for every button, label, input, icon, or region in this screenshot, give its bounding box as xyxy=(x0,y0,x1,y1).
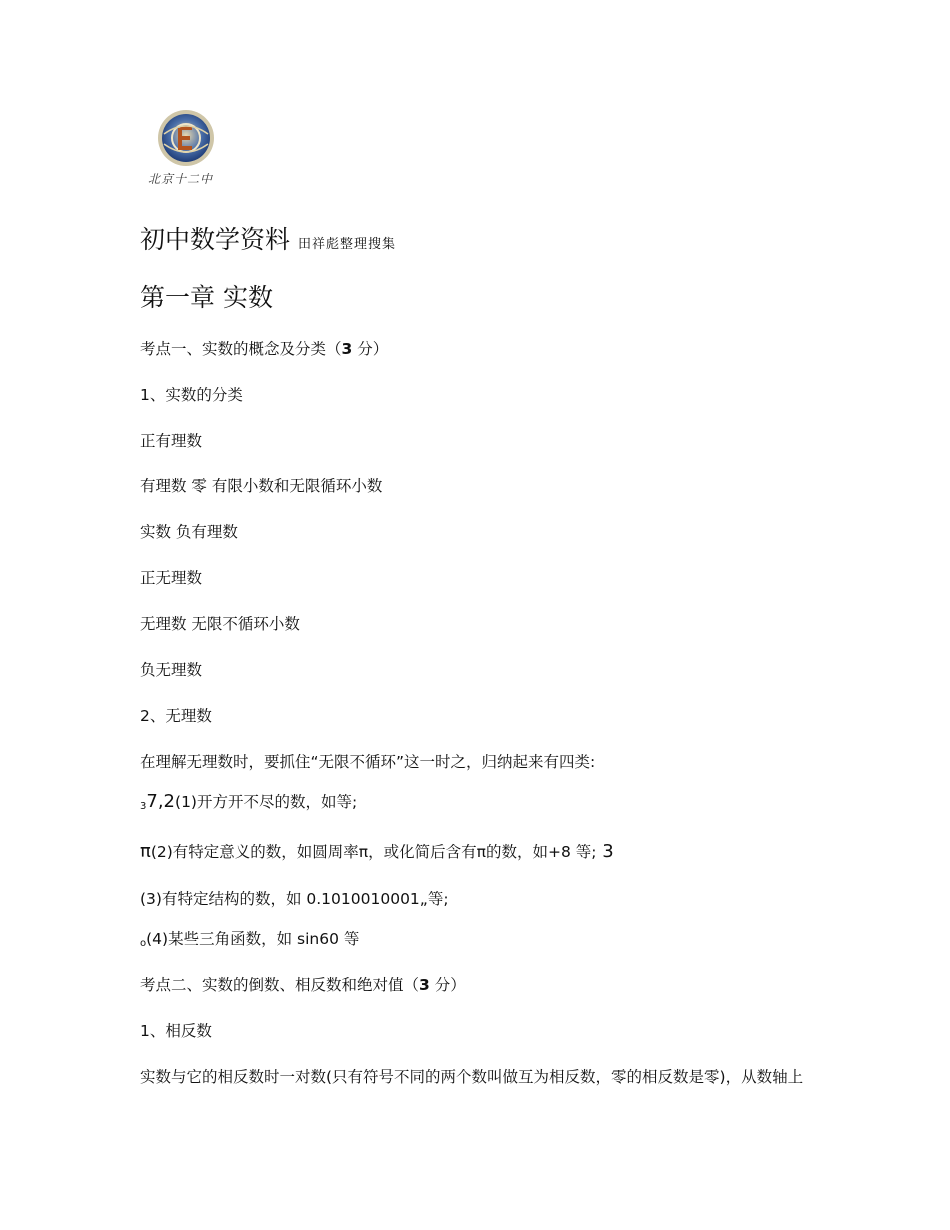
paragraph: 1、实数的分类 xyxy=(140,386,243,404)
paragraph: $_o$(4)某些三角函数，如 sin60 等 xyxy=(140,930,360,949)
paragraph: 在理解无理数时，要抓住“无限不循环”这一时之，归纳起来有四类: xyxy=(140,753,596,771)
paragraph: π(2)有特定意义的数，如圆周率π，或化简后含有π的数，如+8 等; 3 xyxy=(140,841,614,862)
paragraph: 正无理数 xyxy=(140,569,203,587)
paragraph: 负无理数 xyxy=(140,661,203,679)
paragraph: 有理数 零 有限小数和无限循环小数 xyxy=(140,477,383,495)
paragraph: 实数与它的相反数时一对数(只有符号不同的两个数叫做互为相反数，零的相反数是零)，从数轴上 xyxy=(140,1068,804,1086)
title-text: 初中数学资料 xyxy=(140,225,291,254)
paragraph: 1、相反数 xyxy=(140,1022,212,1040)
paragraph: 正有理数 xyxy=(140,432,203,450)
logo-caption: 北京十二中 xyxy=(148,172,214,186)
paragraph: (3)有特定结构的数，如 0.1010010001„等; xyxy=(140,890,449,908)
section-heading-1: 考点一、实数的概念及分类（3 分） xyxy=(140,340,389,358)
document-title xyxy=(140,225,396,260)
paragraph: $_3$7,2(1)开方开不尽的数，如等; xyxy=(140,791,358,812)
title-author: 田祥彪整理搜集 xyxy=(298,237,397,252)
paragraph: 无理数 无限不循环小数 xyxy=(140,615,300,633)
chapter-heading: 第一章 实数 xyxy=(140,283,273,312)
section-heading-2: 考点二、实数的倒数、相反数和绝对值（3 分） xyxy=(140,976,466,994)
paragraph: 2、无理数 xyxy=(140,707,212,725)
paragraph: 实数 负有理数 xyxy=(140,523,238,541)
